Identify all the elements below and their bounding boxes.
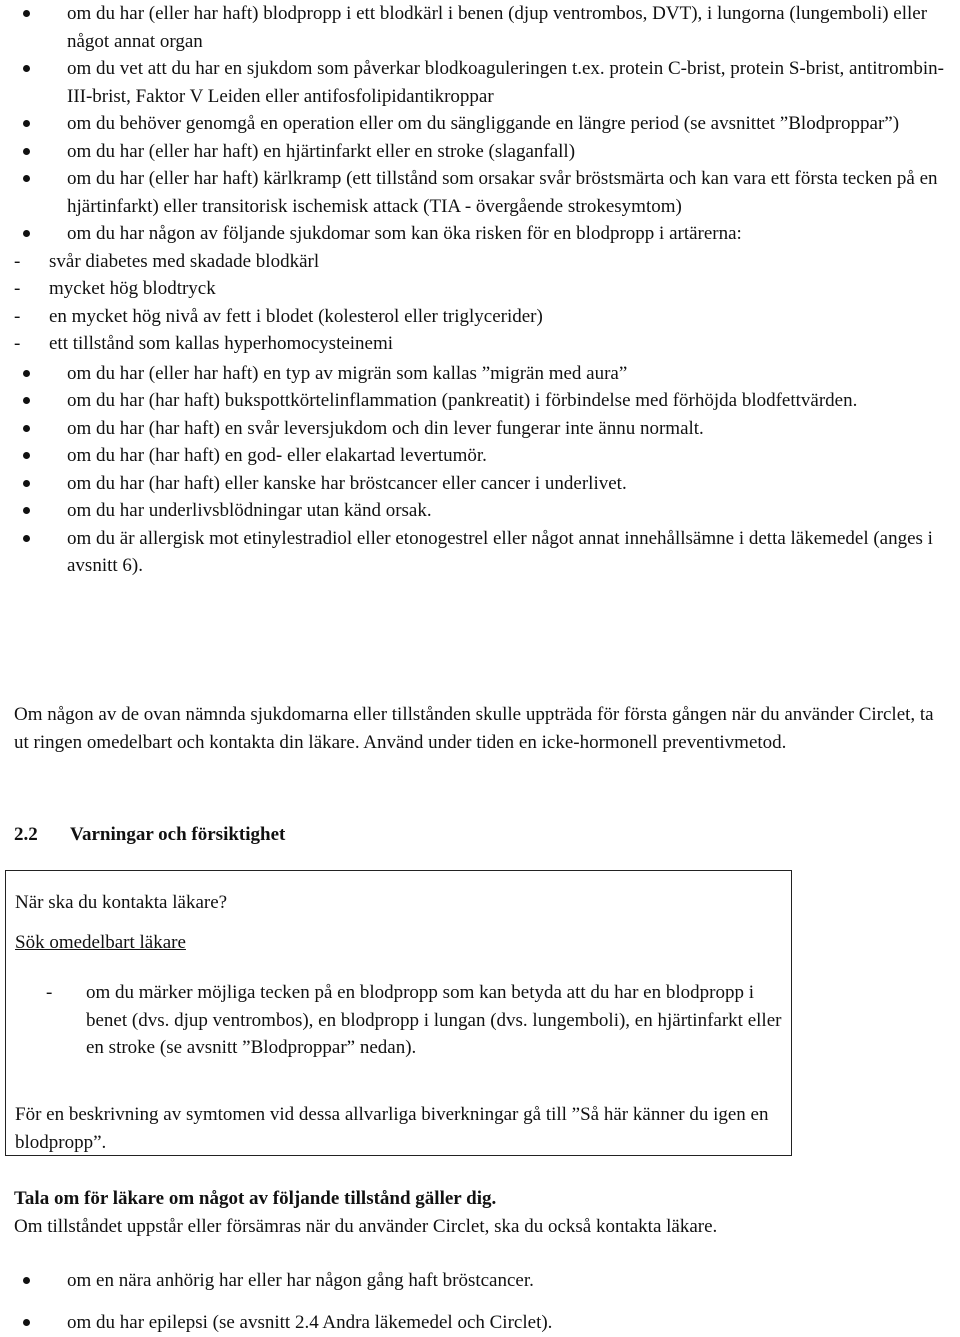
tala-heading: Tala om för läkare om något av följande tillstånd gäller dig. — [14, 1188, 497, 1209]
box-reference: För en beskrivning av symtomen vid dessa allvarliga biverkningar gå till ”Så här känner du igen en blodpropp”. — [15, 1104, 769, 1153]
list-item: om du har epilepsi (se avsnitt 2.4 Andra läkemedel och Circlet). — [14, 1309, 946, 1337]
list-item: om du har (har haft) en svår leversjukdom och din lever fungerar inte ännu normalt. — [14, 415, 946, 443]
sub-list-item: - mycket hög blodtryck — [14, 278, 216, 299]
artery-risk-sublist — [14, 248, 946, 358]
list-item: om du är allergisk mot etinylestradiol eller etonogestrel eller något annat innehållsämne i detta läkemedel (anges i avsnitt 6). — [14, 525, 946, 580]
condition-note: Om tillståndet uppstår eller försämras när du använder Circlet, ska du också kontakta läkare. — [14, 1216, 718, 1237]
box-dash-item: - om du märker möjliga tecken på en blodpropp som kan betyda att du har en blodpropp i benet (dvs. djup ventrombos), en blodpropp i lungan (dvs. lungemboli), en hjärtinfarkt eller en stroke (se avsnitt ”Blodproppar” nedan). — [46, 982, 782, 1058]
list-item: om du behöver genomgå en operation eller om du sängliggande en längre period (se avsnittet ”Blodproppar”) — [14, 110, 946, 138]
instruction-paragraph: Om någon av de ovan nämnda sjukdomarna eller tillstånden skulle uppträda för första gången när du använder Circlet, ta ut ringen omedelbart och kontakta din läkare. Använd under tiden en icke-hormonell preventivmetod. — [14, 704, 934, 753]
list-item: om du har (eller har haft) en typ av migrän som kallas ”migrän med aura” — [14, 360, 946, 388]
contraindication-list — [14, 0, 946, 580]
list-item: om du har (har haft) en god- eller elakartad levertumör. — [14, 442, 946, 470]
warning-box — [5, 870, 792, 1156]
list-item: om du har (har haft) bukspottkörtelinflammation (pankreatit) i förbindelse med förhöjda blodfettvärden. — [14, 387, 946, 415]
box-urgent-label: Sök omedelbart läkare — [15, 932, 186, 953]
final-list — [14, 1267, 946, 1336]
list-item: om du vet att du har en sjukdom som påverkar blodkoaguleringen t.ex. protein C-brist, protein S-brist, antitrombin-III-brist, Faktor V Leiden eller antifosfolipidantikroppar — [14, 55, 946, 110]
list-item: om du har underlivsblödningar utan känd orsak. — [14, 497, 946, 525]
list-item: om en nära anhörig har eller har någon gång haft bröstcancer. — [14, 1267, 946, 1295]
section-title: Varningar och försiktighet — [70, 824, 286, 845]
list-item: om du har (eller har haft) en hjärtinfarkt eller en stroke (slaganfall) — [14, 138, 946, 166]
sub-list-item: - ett tillstånd som kallas hyperhomocysteinemi — [14, 333, 394, 354]
section-number: 2.2 — [14, 824, 38, 845]
sub-list-item: - svår diabetes med skadade blodkärl — [14, 250, 320, 272]
list-item: om du har (eller har haft) blodpropp i ett blodkärl i benen (djup ventrombos, DVT), i lungorna (lungemboli) eller något annat organ — [14, 0, 946, 55]
sub-list-item: - en mycket hög nivå av fett i blodet (kolesterol eller triglycerider) — [14, 305, 543, 327]
list-item: om du har (eller har haft) kärlkramp (ett tillstånd som orsakar svår bröstsmärta och kan vara ett första tecken på en hjärtinfarkt) eller transitorisk ischemisk attack (TIA - övergående strokesymtom) — [14, 165, 946, 220]
section-heading — [14, 821, 285, 849]
list-item: om du har (har haft) eller kanske har bröstcancer eller cancer i underlivet. — [14, 470, 946, 498]
box-question: När ska du kontakta läkare? — [15, 892, 228, 913]
list-item: om du har någon av följande sjukdomar som kan öka risken för en blodpropp i artärerna: — [14, 220, 946, 248]
